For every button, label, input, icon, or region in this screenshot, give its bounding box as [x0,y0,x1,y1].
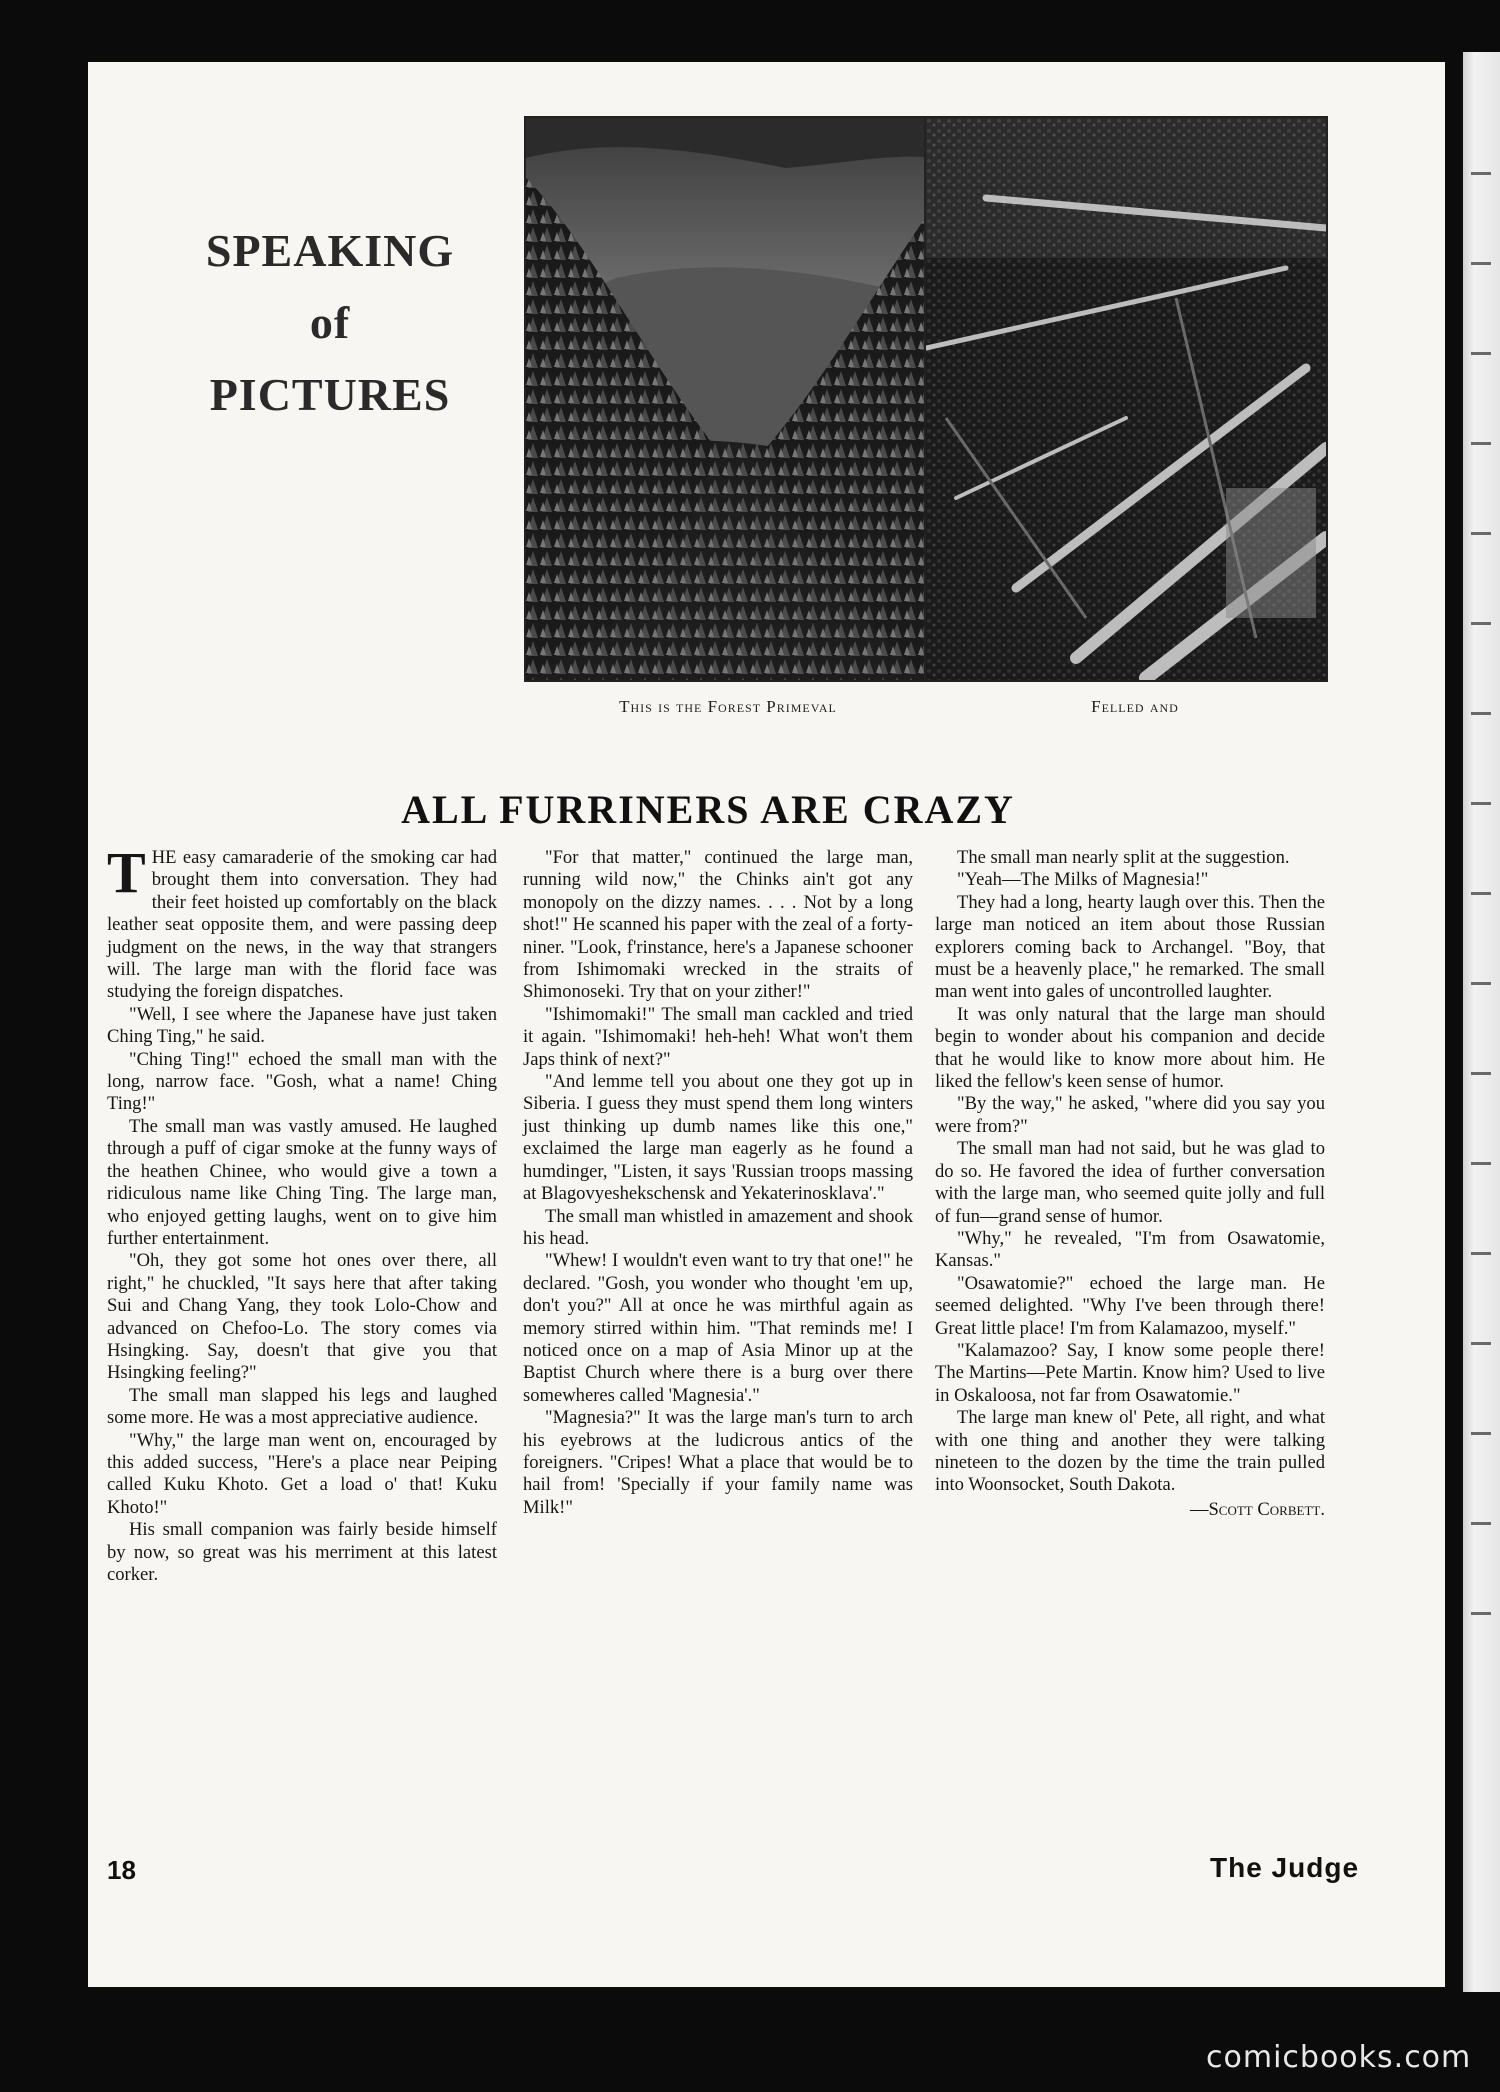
forest-photo [524,116,934,682]
article-paragraph: "Ishimomaki!" The small man cackled and tried it again. "Ishimomaki! heh-heh! What won't them Japs think of next?" [523,1003,913,1070]
article-paragraph: "Whew! I wouldn't even want to try that one!" he declared. "Gosh, you wonder who thought 'em up, don't you?" All at once he was mirthful again as memory stirred within him. "That reminds me! I noticed once on a map of Asia Minor up at the Baptist Church where there is a burg over there somewheres called 'Magnesia'." [523,1250,913,1406]
forest-caption: This is the Forest Primeval [619,697,837,716]
article-paragraph: "Oh, they got some hot ones over there, all right," he chuckled, "It says here that after taking Sui and Chang Yang, they took Lolo-Chow and advanced on Chefoo-Lo. The story comes via Hsingking. Say, doesn't that give you that Hsingking feeling?" [107,1250,497,1384]
article-paragraph: The small man nearly split at the suggestion. [957,847,1290,868]
article-paragraph: "Ching Ting!" echoed the small man with the long, narrow face. "Gosh, what a name! Ching Ting!" [107,1048,497,1115]
article-title: ALL FURRINERS ARE CRAZY [401,787,1015,832]
article-paragraph: The large man knew ol' Pete, all right, and what with one thing and another they were talking nineteen to the dozen by the time the train pulled into Woonsocket, South Dakota. [935,1407,1325,1496]
headline-line-3: PICTURES [209,369,451,420]
article-column-2 [523,847,913,1519]
facing-page-edge [1463,52,1500,1992]
watermark: comicbooks.com [1206,2040,1472,2075]
section-headline [200,215,460,431]
article-paragraph: They had a long, hearty laugh over this. Then the large man noticed an item about those Russian explorers coming back to Archangel. "Boy, that must be a heavenly place," he remarked. The small man went into gales of uncontrolled laughter. [935,891,1325,1003]
article-column-1 [107,840,497,1586]
author-signature: —Scott Corbett. [1189,1498,1325,1520]
article-paragraph: The small man had not said, but he was glad to do so. He favored the idea of further conversation with the large man, who seemed quite jolly and full of fun—grand sense of humor. [935,1138,1325,1227]
felled-logs-photo [924,116,1328,682]
article-paragraph: "Well, I see where the Japanese have just taken Ching Ting," he said. [107,1003,497,1048]
article-paragraph: THE easy camaraderie of the smoking car had brought them into conversation. They had their feet hoisted up comfortably on the black leather seat opposite them, and were passing deep judgment on the news, in the way that strangers will. The large man with the florid face was studying the foreign dispatches. [107,840,497,1003]
article-paragraph: "Why," he revealed, "I'm from Osawatomie, Kansas." [935,1227,1325,1272]
article-paragraph: "For that matter," continued the large man, running wild now," the Chinks ain't got any monopoly on the dizzy names. . . . Not by a long shot!" He scanned his paper with the zeal of a forty-niner. "Look, f'rinstance, here's a Japanese schooner from Ishimomaki wrecked in the straits of Shimonoseki. Try that on your zither!" [523,847,913,1003]
article-paragraph: "Osawatomie?" echoed the large man. He seemed delighted. "Why I've been through there! Great little place! I'm from Kalamazoo, myself." [935,1272,1325,1339]
headline-line-1: SPEAKING [205,225,455,276]
article-paragraph: "Yeah—The Milks of Magnesia!" [957,869,1209,891]
page-number: 18 [107,1855,136,1885]
magazine-name: The Judge [1210,1852,1360,1883]
article-paragraph: The small man was vastly amused. He laughed through a puff of cigar smoke at the funny ways of the heathen Chinee, who would give a town a ridiculous name like Ching Ting. The large man, who enjoyed getting laughs, went on to give him further entertainment. [107,1115,497,1249]
drop-cap: T [107,840,146,905]
felled-caption: Felled and [1091,697,1179,716]
headline-line-2: of [309,297,351,348]
article-paragraph: The small man slapped his legs and laughed some more. He was a most appreciative audience. [107,1384,497,1429]
article-paragraph: "And lemme tell you about one they got up in Siberia. I guess they must spend them long winters just thinking up dumb names like this one," exclaimed the large man eagerly as he found a humdinger, "Listen, it says 'Russian troops massing at Blagovyeshekschensk and Yekaterinosklava'." [523,1071,913,1205]
article-paragraph: It was only natural that the large man should begin to wonder about his companion and decide that he would like to know more about him. He liked the fellow's keen sense of humor. [935,1003,1325,1093]
article-paragraph: The small man whistled in amazement and shook his head. [523,1205,913,1249]
article-column-3 [935,847,1325,1521]
article-paragraph: "Kalamazoo? Say, I know some people there! The Martins—Pete Martin. Know him? Used to live in Oskaloosa, not far from Osawatomie." [935,1339,1325,1406]
article-paragraph: "Why," the large man went on, encouraged by this added success, "Here's a place near Peiping called Kuku Khoto. Get a load o' that! Kuku Khoto!" [107,1429,497,1518]
article-paragraph: "Magnesia?" It was the large man's turn to arch his eyebrows at the ludicrous antics of the foreigners. "Cripes! What a place that would be to hail from! 'Specially if your family name was Milk!" [523,1407,913,1518]
article-paragraph: His small companion was fairly beside himself by now, so great was his merriment at this latest corker. [107,1519,497,1585]
article-paragraph: "By the way," he asked, "where did you say you were from?" [935,1093,1325,1137]
